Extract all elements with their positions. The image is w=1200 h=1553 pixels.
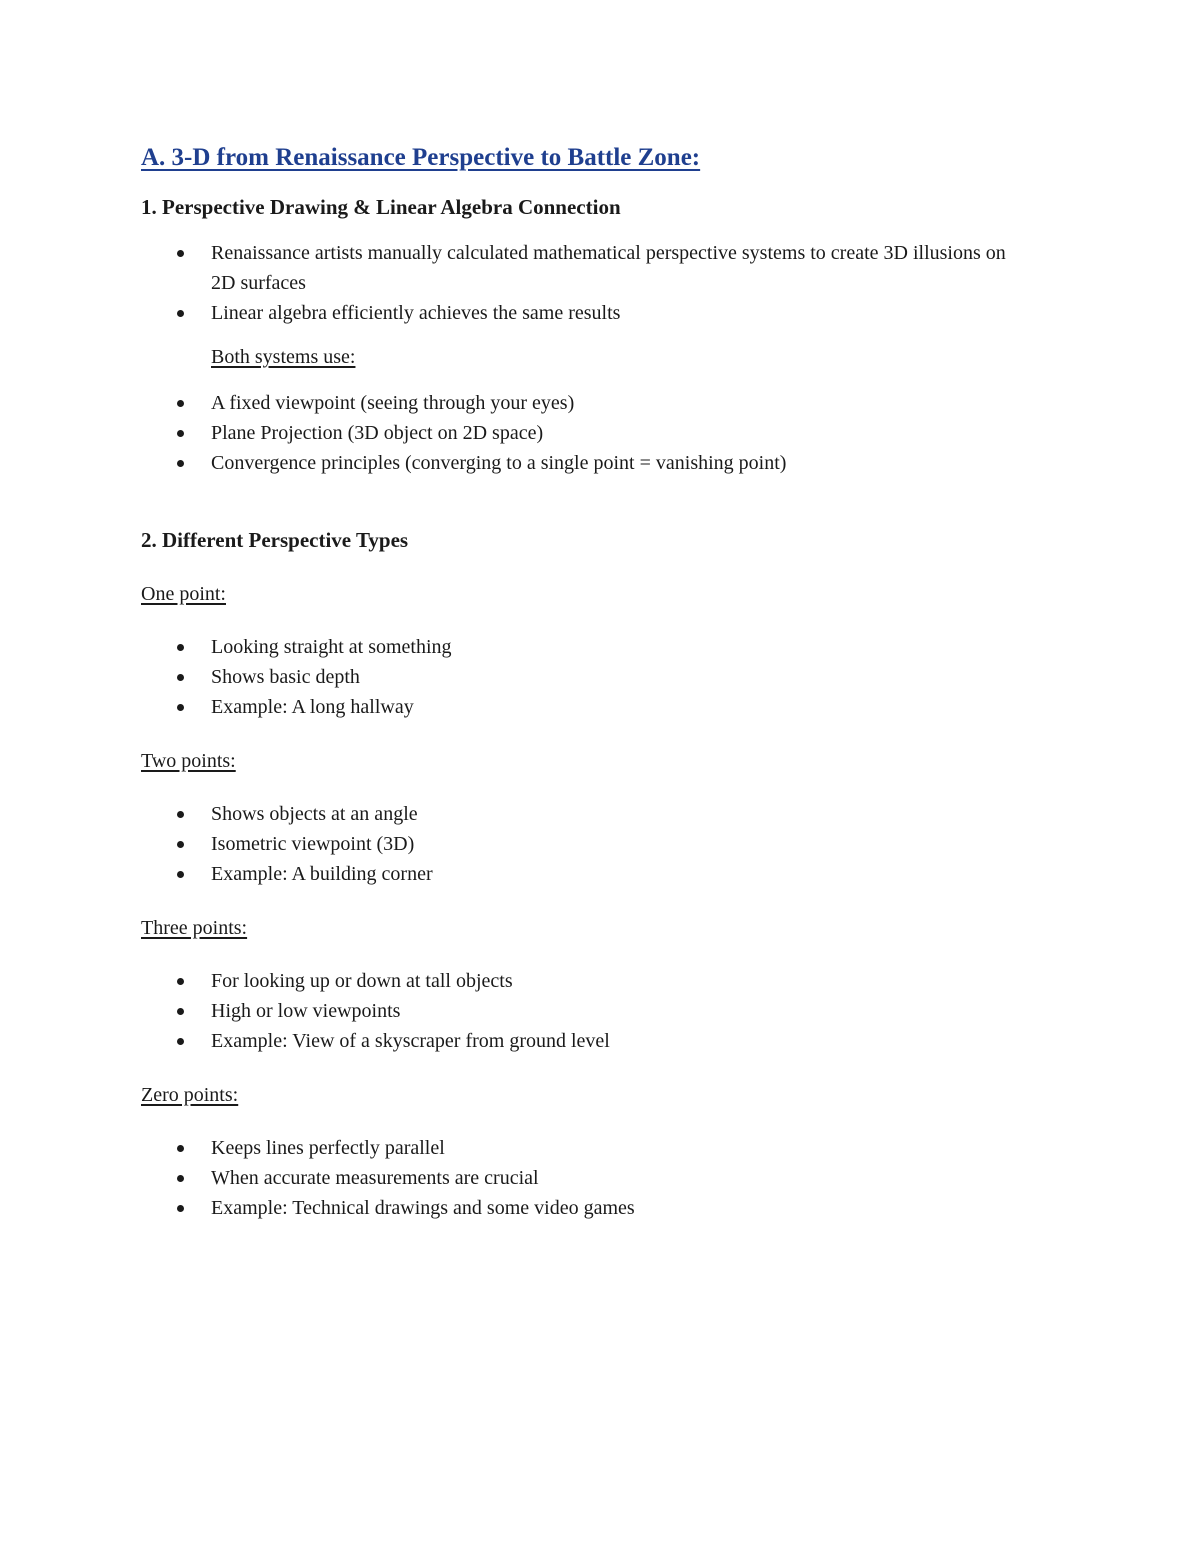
bullet-icon [177,400,184,407]
list-item: For looking up or down at tall objects [141,966,1041,996]
group-label-two-points: Two points: [141,750,236,772]
list-item: Example: View of a skyscraper from ground level [141,1026,1041,1056]
both-systems-label: Both systems use: [211,346,356,368]
bullet-icon [177,310,184,317]
list-item: Keeps lines perfectly parallel [141,1133,1041,1163]
group-label-zero-points: Zero points: [141,1084,239,1106]
bullet-icon [177,841,184,848]
bullet-icon [177,430,184,437]
list-item: Shows objects at an angle [141,799,1041,829]
list-item: Isometric viewpoint (3D) [141,829,1041,859]
group-label-one-point: One point: [141,583,226,605]
bullet-icon [177,1008,184,1015]
list-item: Looking straight at something [141,632,1041,662]
bullet-icon [177,1205,184,1212]
group-list-three-points [141,966,1041,1056]
bullet-icon [177,1038,184,1045]
bullet-icon [177,811,184,818]
document-title: A. 3-D from Renaissance Perspective to Battle Zone: [141,144,701,171]
list-item: Example: A long hallway [141,692,1041,722]
bullet-icon [177,978,184,985]
list-item: Example: Technical drawings and some video games [141,1193,1041,1223]
list-item: Convergence principles (converging to a single point = vanishing point) [141,448,1041,478]
bullet-icon [177,704,184,711]
group-list-two-points [141,799,1041,889]
section-1-heading: 1. Perspective Drawing & Linear Algebra Connection [141,195,621,219]
list-item: High or low viewpoints [141,996,1041,1026]
list-item: Example: A building corner [141,859,1041,889]
section-1-list-b [141,388,1041,478]
list-item: When accurate measurements are crucial [141,1163,1041,1193]
list-item: Renaissance artists manually calculated mathematical perspective systems to create 3D illusions on 2D surfaces [141,238,1021,298]
bullet-icon [177,1145,184,1152]
bullet-icon [177,871,184,878]
bullet-icon [177,250,184,257]
list-item: A fixed viewpoint (seeing through your eyes) [141,388,1041,418]
bullet-icon [177,1175,184,1182]
list-item: Plane Projection (3D object on 2D space) [141,418,1041,448]
bullet-icon [177,460,184,467]
group-list-one-point [141,632,1041,722]
group-label-three-points: Three points: [141,917,248,939]
list-item: Shows basic depth [141,662,1041,692]
list-item: Linear algebra efficiently achieves the same results [141,298,1021,328]
group-list-zero-points [141,1133,1041,1223]
bullet-icon [177,674,184,681]
bullet-icon [177,644,184,651]
section-1-list-a [141,238,1021,328]
section-2-heading: 2. Different Perspective Types [141,528,409,552]
document-page [141,140,1041,1223]
